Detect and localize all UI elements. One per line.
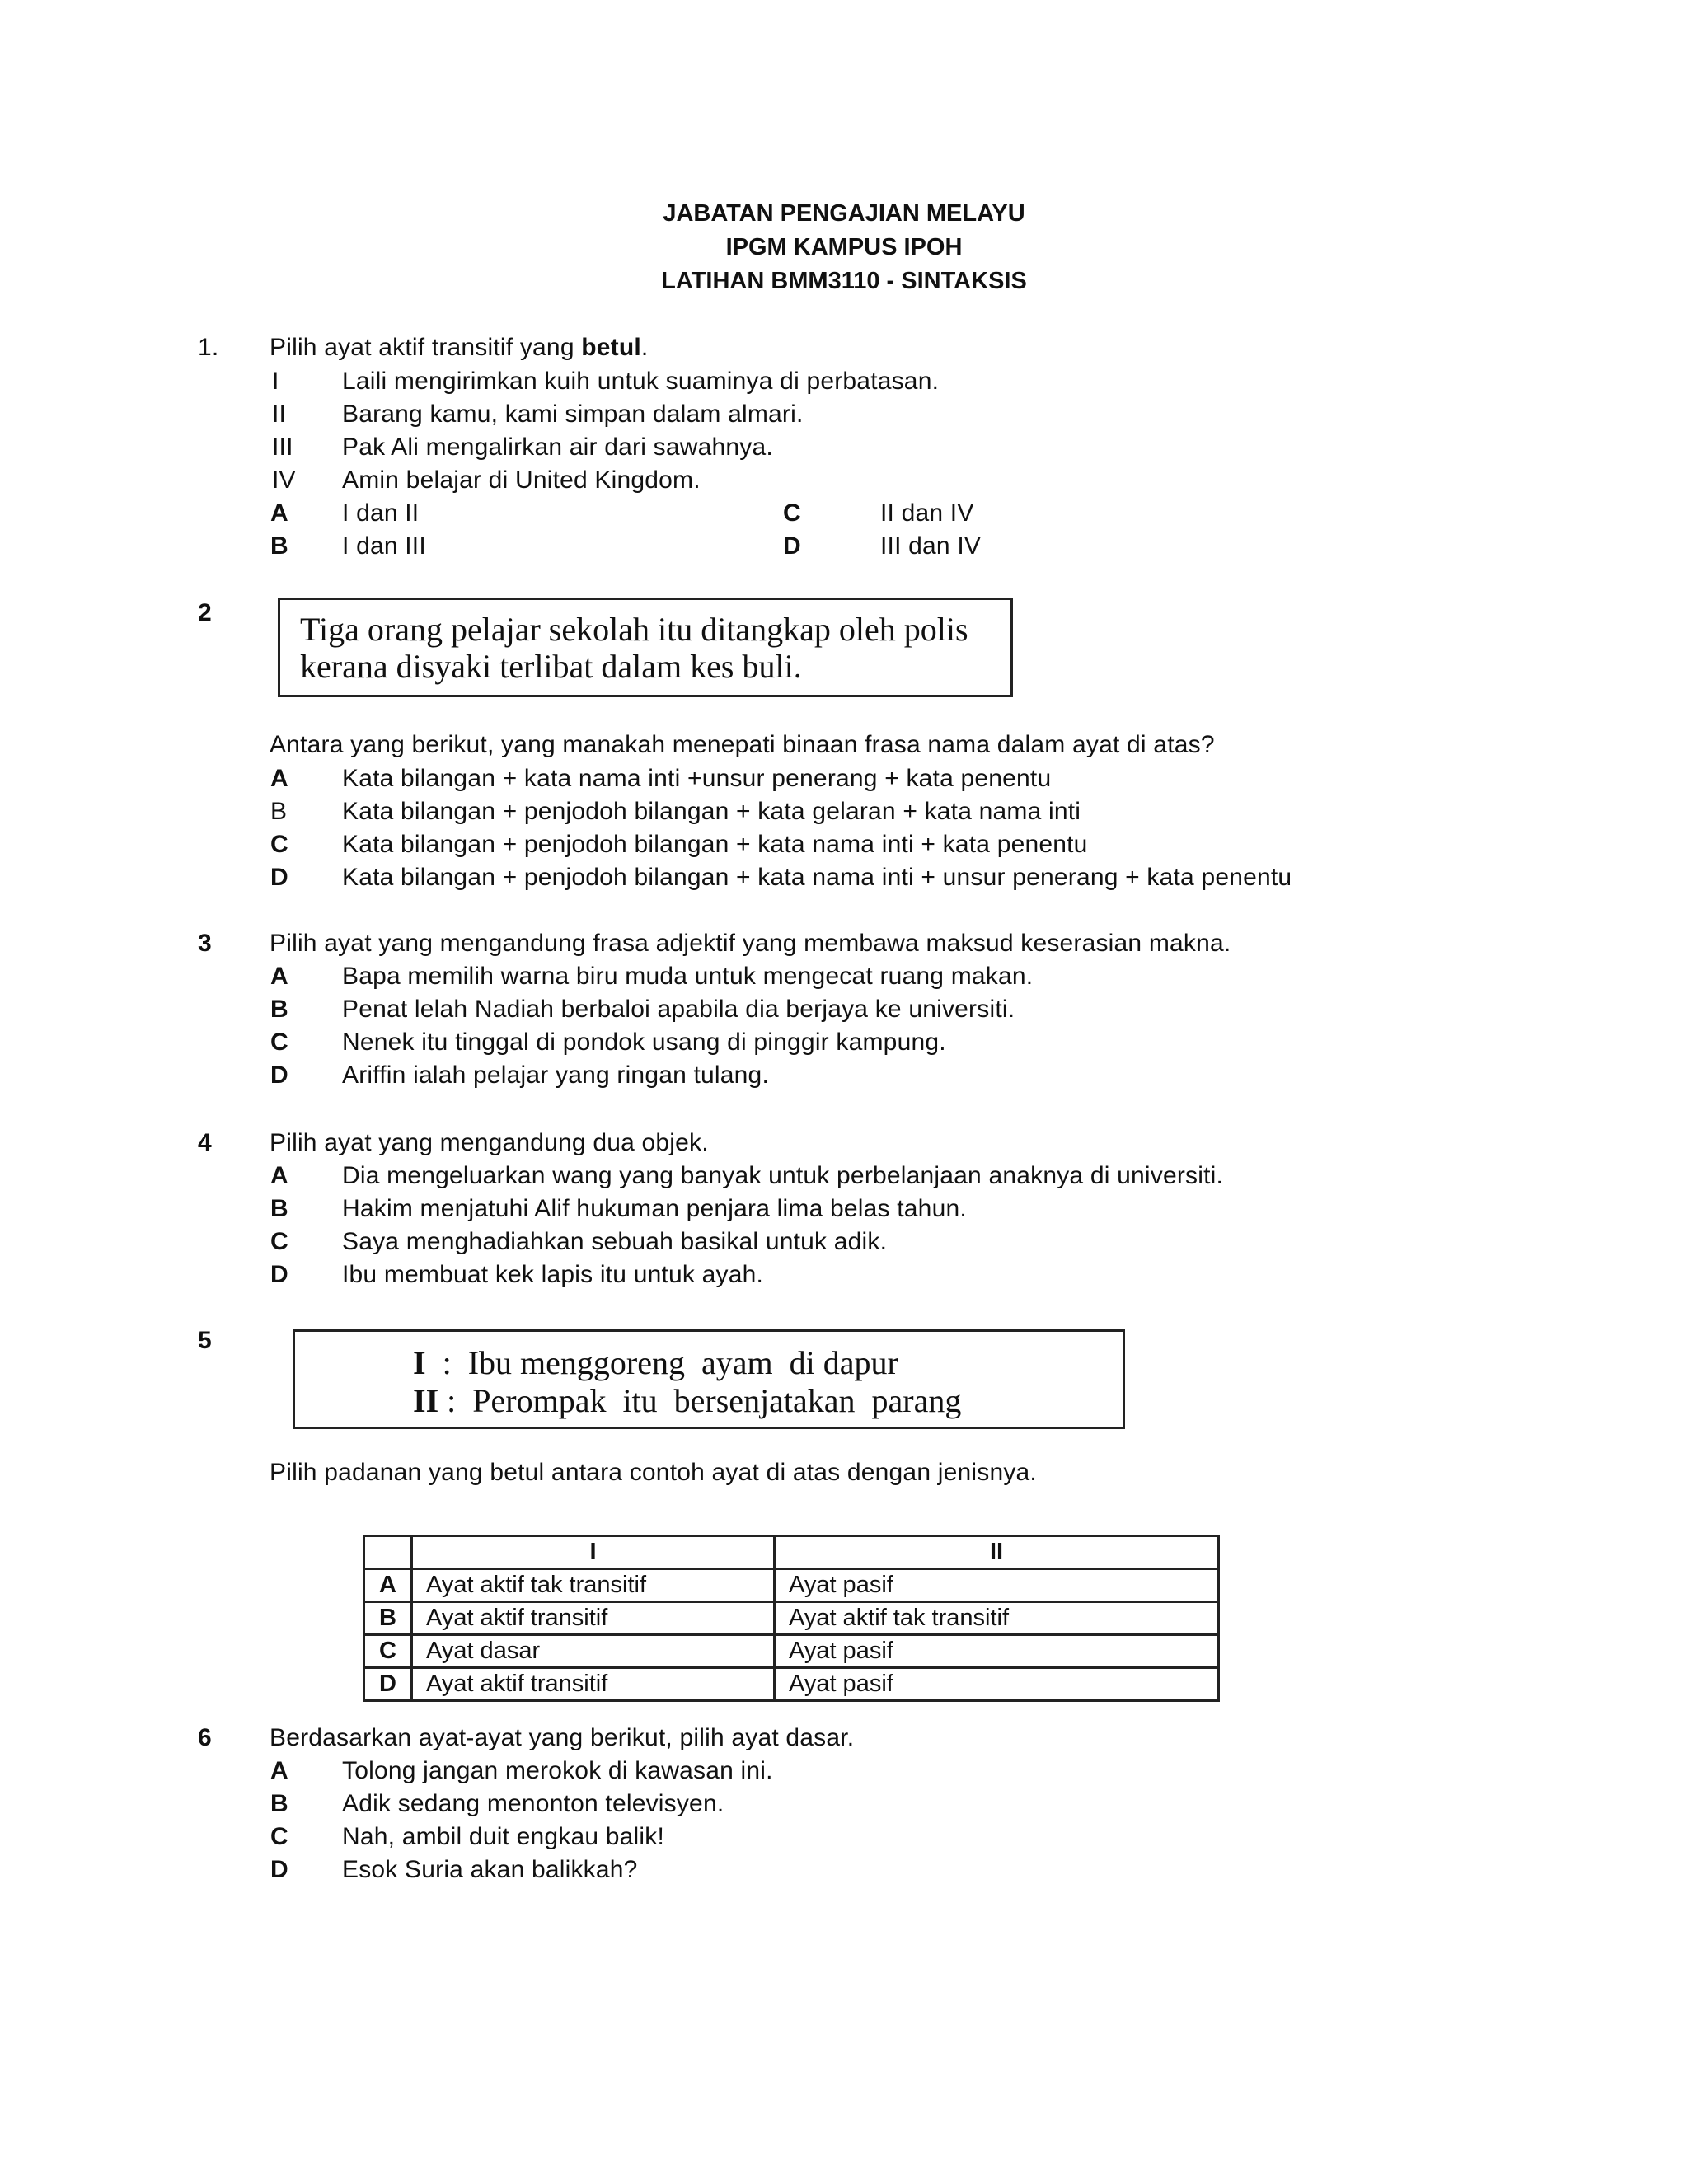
example-sentence-line bbox=[413, 1381, 961, 1420]
table-cell: B bbox=[364, 1602, 412, 1635]
question-number: 3 bbox=[198, 930, 212, 957]
option-label: D bbox=[270, 1856, 288, 1883]
table-cell: Ayat pasif bbox=[775, 1569, 1219, 1602]
header-exercise-title: LATIHAN BMM3110 - SINTAKSIS bbox=[661, 268, 1027, 294]
table-row bbox=[364, 1569, 1219, 1602]
answer-table bbox=[363, 1535, 1220, 1702]
item-text: Pak Ali mengalirkan air dari sawahnya. bbox=[342, 434, 773, 461]
option-label: C bbox=[270, 1029, 288, 1056]
table-cell: Ayat aktif transitif bbox=[412, 1668, 775, 1701]
option-text: Penat lelah Nadiah berbaloi apabila dia berjaya ke universiti. bbox=[342, 996, 1015, 1023]
option-label: A bbox=[270, 499, 288, 527]
item-label: II bbox=[272, 401, 287, 428]
item-text: Laili mengirimkan kuih untuk suaminya di perbatasan. bbox=[342, 368, 940, 395]
table-cell: Ayat aktif transitif bbox=[412, 1602, 775, 1635]
option-text: Hakim menjatuhi Alif hukuman penjara lima belas tahun. bbox=[342, 1195, 967, 1222]
option-text: III dan IV bbox=[880, 532, 982, 560]
option-text: II dan IV bbox=[880, 499, 974, 527]
table-cell: Ayat dasar bbox=[412, 1635, 775, 1668]
option-text: Ibu membuat kek lapis itu untuk ayah. bbox=[342, 1261, 764, 1288]
option-text: Tolong jangan merokok di kawasan ini. bbox=[342, 1757, 773, 1784]
item-text: Amin belajar di United Kingdom. bbox=[342, 466, 701, 494]
item-text: Barang kamu, kami simpan dalam almari. bbox=[342, 401, 804, 428]
question-stem: Berdasarkan ayat-ayat yang berikut, pilih ayat dasar. bbox=[270, 1724, 855, 1751]
option-label: B bbox=[270, 996, 288, 1023]
table-row bbox=[364, 1602, 1219, 1635]
question-stem-emphasis: betul bbox=[581, 334, 641, 361]
table-header-cell: I bbox=[412, 1536, 775, 1569]
option-label: D bbox=[783, 532, 801, 560]
table-header-cell bbox=[364, 1536, 412, 1569]
question-stem: Pilih padanan yang betul antara contoh ayat di atas dengan jenisnya. bbox=[270, 1459, 1037, 1486]
option-text: Kata bilangan + kata nama inti +unsur penerang + kata penentu bbox=[342, 765, 1052, 792]
header-department: JABATAN PENGAJIAN MELAYU bbox=[663, 200, 1025, 227]
option-text: I dan II bbox=[342, 499, 420, 527]
option-text: Dia mengeluarkan wang yang banyak untuk perbelanjaan anaknya di universiti. bbox=[342, 1162, 1224, 1189]
table-cell: Ayat aktif tak transitif bbox=[412, 1569, 775, 1602]
option-label: A bbox=[270, 1162, 288, 1189]
sentence-label: II bbox=[413, 1382, 439, 1419]
example-sentence-line: Tiga orang pelajar sekolah itu ditangkap oleh polis bbox=[300, 611, 968, 648]
item-label: III bbox=[272, 434, 293, 461]
table-header-cell: II bbox=[775, 1536, 1219, 1569]
option-label: C bbox=[270, 1228, 288, 1255]
option-label: D bbox=[270, 1261, 288, 1288]
option-label: C bbox=[270, 831, 288, 858]
table-row bbox=[364, 1668, 1219, 1701]
option-text: Bapa memilih warna biru muda untuk mengecat ruang makan. bbox=[342, 963, 1034, 990]
question-number: 2 bbox=[198, 599, 212, 626]
example-sentence-line bbox=[413, 1343, 898, 1382]
item-label: I bbox=[272, 368, 279, 395]
option-label: B bbox=[270, 1195, 288, 1222]
option-text: Kata bilangan + penjodoh bilangan + kata nama inti + unsur penerang + kata penentu bbox=[342, 864, 1292, 891]
option-label: D bbox=[270, 864, 288, 891]
option-label: D bbox=[270, 1062, 288, 1089]
option-label: B bbox=[270, 532, 288, 560]
option-text: I dan III bbox=[342, 532, 426, 560]
option-label: C bbox=[783, 499, 801, 527]
table-cell: Ayat aktif tak transitif bbox=[775, 1602, 1219, 1635]
option-text: Ariffin ialah pelajar yang ringan tulang. bbox=[342, 1062, 769, 1089]
table-cell: A bbox=[364, 1569, 412, 1602]
table-cell: Ayat pasif bbox=[775, 1668, 1219, 1701]
question-stem-text: Pilih ayat aktif transitif yang bbox=[270, 334, 582, 361]
option-label: A bbox=[270, 963, 288, 990]
question-stem-end: . bbox=[640, 334, 649, 361]
example-sentences-box bbox=[293, 1329, 1125, 1429]
option-text: Nah, ambil duit engkau balik! bbox=[342, 1823, 665, 1850]
sentence-text: : Ibu menggoreng ayam di dapur bbox=[425, 1344, 898, 1381]
question-number: 5 bbox=[198, 1327, 212, 1354]
question-number: 6 bbox=[198, 1724, 212, 1751]
sentence-label: I bbox=[413, 1344, 426, 1381]
sentence-text: : Perompak itu bersenjatakan parang bbox=[438, 1382, 962, 1419]
question-stem bbox=[270, 334, 648, 362]
example-sentence-line: kerana disyaki terlibat dalam kes buli. bbox=[300, 648, 802, 685]
question-number: 4 bbox=[198, 1129, 212, 1156]
option-text: Saya menghadiahkan sebuah basikal untuk adik. bbox=[342, 1228, 888, 1255]
option-text: Kata bilangan + penjodoh bilangan + kata gelaran + kata nama inti bbox=[342, 798, 1081, 825]
table-cell: Ayat pasif bbox=[775, 1635, 1219, 1668]
option-label: A bbox=[270, 1757, 288, 1784]
question-stem: Antara yang berikut, yang manakah menepati binaan frasa nama dalam ayat di atas? bbox=[270, 731, 1215, 758]
question-number: 1. bbox=[198, 334, 219, 361]
option-text: Kata bilangan + penjodoh bilangan + kata nama inti + kata penentu bbox=[342, 831, 1088, 858]
table-cell: C bbox=[364, 1635, 412, 1668]
table-row bbox=[364, 1635, 1219, 1668]
question-stem: Pilih ayat yang mengandung dua objek. bbox=[270, 1129, 709, 1156]
option-label: B bbox=[270, 1790, 288, 1817]
table-header-row bbox=[364, 1536, 1219, 1569]
option-text: Adik sedang menonton televisyen. bbox=[342, 1790, 724, 1817]
header-campus: IPGM KAMPUS IPOH bbox=[725, 234, 963, 260]
option-label: B bbox=[270, 798, 288, 825]
option-label: C bbox=[270, 1823, 288, 1850]
question-stem: Pilih ayat yang mengandung frasa adjektif yang membawa maksud keserasian makna. bbox=[270, 930, 1231, 957]
option-text: Nenek itu tinggal di pondok usang di pinggir kampung. bbox=[342, 1029, 946, 1056]
option-text: Esok Suria akan balikkah? bbox=[342, 1856, 638, 1883]
example-sentence-box bbox=[278, 598, 1013, 697]
item-label: IV bbox=[272, 466, 296, 494]
table-cell: D bbox=[364, 1668, 412, 1701]
option-label: A bbox=[270, 765, 288, 792]
